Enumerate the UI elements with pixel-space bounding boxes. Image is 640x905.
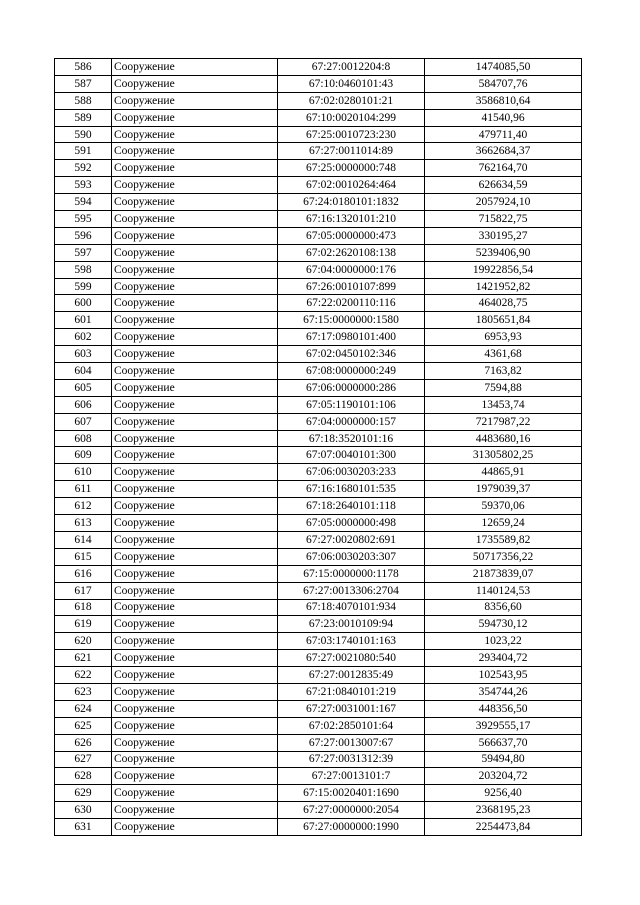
cadastral-number-cell: 67:21:0840101:219	[278, 683, 425, 700]
object-type-cell: Сооружение	[112, 143, 278, 160]
value-cell: 203204,72	[425, 768, 582, 785]
object-type-cell: Сооружение	[112, 819, 278, 836]
table-row	[55, 565, 582, 582]
row-number-cell: 596	[55, 227, 112, 244]
table-row	[55, 683, 582, 700]
row-number-cell: 624	[55, 700, 112, 717]
object-type-cell: Сооружение	[112, 700, 278, 717]
value-cell: 7217987,22	[425, 413, 582, 430]
table-row	[55, 447, 582, 464]
row-number-cell: 589	[55, 109, 112, 126]
object-type-cell: Сооружение	[112, 295, 278, 312]
object-type-cell: Сооружение	[112, 346, 278, 363]
table-row	[55, 295, 582, 312]
object-type-cell: Сооружение	[112, 633, 278, 650]
table-row	[55, 667, 582, 684]
row-number-cell: 597	[55, 244, 112, 261]
table-row	[55, 464, 582, 481]
row-number-cell: 629	[55, 785, 112, 802]
row-number-cell: 611	[55, 481, 112, 498]
table-row	[55, 59, 582, 76]
value-cell: 1023,22	[425, 633, 582, 650]
table-row	[55, 481, 582, 498]
value-cell: 479711,40	[425, 126, 582, 143]
value-cell: 2368195,23	[425, 802, 582, 819]
cadastral-number-cell: 67:18:3520101:16	[278, 430, 425, 447]
row-number-cell: 631	[55, 819, 112, 836]
table-row	[55, 599, 582, 616]
property-table	[54, 58, 582, 836]
row-number-cell: 623	[55, 683, 112, 700]
cadastral-number-cell: 67:27:0011014:89	[278, 143, 425, 160]
value-cell: 44865,91	[425, 464, 582, 481]
value-cell: 1735589,82	[425, 531, 582, 548]
cadastral-number-cell: 67:18:4070101:934	[278, 599, 425, 616]
value-cell: 8356,60	[425, 599, 582, 616]
table-row	[55, 802, 582, 819]
cadastral-number-cell: 67:02:0450102:346	[278, 346, 425, 363]
row-number-cell: 602	[55, 329, 112, 346]
row-number-cell: 595	[55, 211, 112, 228]
cadastral-number-cell: 67:07:0040101:300	[278, 447, 425, 464]
table-row	[55, 261, 582, 278]
table-row	[55, 244, 582, 261]
table-row	[55, 768, 582, 785]
table-row	[55, 143, 582, 160]
value-cell: 448356,50	[425, 700, 582, 717]
object-type-cell: Сооружение	[112, 751, 278, 768]
cadastral-number-cell: 67:27:0013306:2704	[278, 582, 425, 599]
object-type-cell: Сооружение	[112, 785, 278, 802]
table-row	[55, 363, 582, 380]
row-number-cell: 630	[55, 802, 112, 819]
table-row	[55, 582, 582, 599]
table-row	[55, 650, 582, 667]
value-cell: 354744,26	[425, 683, 582, 700]
object-type-cell: Сооружение	[112, 599, 278, 616]
object-type-cell: Сооружение	[112, 312, 278, 329]
table-row	[55, 194, 582, 211]
cadastral-number-cell: 67:02:0280101:21	[278, 92, 425, 109]
cadastral-number-cell: 67:05:0000000:473	[278, 227, 425, 244]
row-number-cell: 609	[55, 447, 112, 464]
table-row	[55, 734, 582, 751]
value-cell: 21873839,07	[425, 565, 582, 582]
value-cell: 3662684,37	[425, 143, 582, 160]
value-cell: 293404,72	[425, 650, 582, 667]
row-number-cell: 594	[55, 194, 112, 211]
row-number-cell: 599	[55, 278, 112, 295]
object-type-cell: Сооружение	[112, 126, 278, 143]
row-number-cell: 606	[55, 396, 112, 413]
row-number-cell: 612	[55, 498, 112, 515]
cadastral-number-cell: 67:27:0031001:167	[278, 700, 425, 717]
object-type-cell: Сооружение	[112, 616, 278, 633]
row-number-cell: 628	[55, 768, 112, 785]
cadastral-number-cell: 67:18:2640101:118	[278, 498, 425, 515]
row-number-cell: 600	[55, 295, 112, 312]
cadastral-number-cell: 67:04:0000000:157	[278, 413, 425, 430]
value-cell: 715822,75	[425, 211, 582, 228]
row-number-cell: 592	[55, 160, 112, 177]
value-cell: 1140124,53	[425, 582, 582, 599]
value-cell: 6953,93	[425, 329, 582, 346]
table-row	[55, 92, 582, 109]
cadastral-number-cell: 67:27:0000000:1990	[278, 819, 425, 836]
row-number-cell: 593	[55, 177, 112, 194]
table-row	[55, 177, 582, 194]
cadastral-number-cell: 67:27:0013101:7	[278, 768, 425, 785]
row-number-cell: 588	[55, 92, 112, 109]
table-row	[55, 109, 582, 126]
table-row	[55, 329, 582, 346]
cadastral-number-cell: 67:27:0012204:8	[278, 59, 425, 76]
cadastral-number-cell: 67:27:0031312:39	[278, 751, 425, 768]
table-row	[55, 312, 582, 329]
object-type-cell: Сооружение	[112, 379, 278, 396]
value-cell: 594730,12	[425, 616, 582, 633]
table-row	[55, 717, 582, 734]
object-type-cell: Сооружение	[112, 59, 278, 76]
cadastral-number-cell: 67:17:0980101:400	[278, 329, 425, 346]
cadastral-number-cell: 67:15:0000000:1580	[278, 312, 425, 329]
table-row	[55, 515, 582, 532]
value-cell: 50717356,22	[425, 548, 582, 565]
table-row	[55, 346, 582, 363]
table-row	[55, 227, 582, 244]
table-row	[55, 160, 582, 177]
cadastral-number-cell: 67:22:0200110:116	[278, 295, 425, 312]
row-number-cell: 601	[55, 312, 112, 329]
cadastral-number-cell: 67:06:0030203:233	[278, 464, 425, 481]
value-cell: 330195,27	[425, 227, 582, 244]
value-cell: 762164,70	[425, 160, 582, 177]
cadastral-number-cell: 67:02:2850101:64	[278, 717, 425, 734]
cadastral-number-cell: 67:10:0020104:299	[278, 109, 425, 126]
cadastral-number-cell: 67:23:0010109:94	[278, 616, 425, 633]
table-body	[55, 59, 582, 836]
cadastral-number-cell: 67:25:0010723:230	[278, 126, 425, 143]
row-number-cell: 591	[55, 143, 112, 160]
object-type-cell: Сооружение	[112, 447, 278, 464]
value-cell: 102543,95	[425, 667, 582, 684]
cadastral-number-cell: 67:05:0000000:498	[278, 515, 425, 532]
cadastral-number-cell: 67:27:0013007:67	[278, 734, 425, 751]
row-number-cell: 605	[55, 379, 112, 396]
row-number-cell: 620	[55, 633, 112, 650]
cadastral-number-cell: 67:27:0021080:540	[278, 650, 425, 667]
row-number-cell: 622	[55, 667, 112, 684]
cadastral-number-cell: 67:08:0000000:249	[278, 363, 425, 380]
cadastral-number-cell: 67:24:0180101:1832	[278, 194, 425, 211]
table-row	[55, 396, 582, 413]
value-cell: 7594,88	[425, 379, 582, 396]
row-number-cell: 616	[55, 565, 112, 582]
row-number-cell: 614	[55, 531, 112, 548]
table-row	[55, 126, 582, 143]
value-cell: 19922856,54	[425, 261, 582, 278]
object-type-cell: Сооружение	[112, 194, 278, 211]
object-type-cell: Сооружение	[112, 582, 278, 599]
object-type-cell: Сооружение	[112, 160, 278, 177]
object-type-cell: Сооружение	[112, 650, 278, 667]
value-cell: 626634,59	[425, 177, 582, 194]
row-number-cell: 617	[55, 582, 112, 599]
table-row	[55, 211, 582, 228]
row-number-cell: 610	[55, 464, 112, 481]
object-type-cell: Сооружение	[112, 498, 278, 515]
table-row	[55, 430, 582, 447]
value-cell: 7163,82	[425, 363, 582, 380]
cadastral-number-cell: 67:26:0010107:899	[278, 278, 425, 295]
cadastral-number-cell: 67:16:1680101:535	[278, 481, 425, 498]
row-number-cell: 598	[55, 261, 112, 278]
value-cell: 4483680,16	[425, 430, 582, 447]
row-number-cell: 621	[55, 650, 112, 667]
cadastral-number-cell: 67:05:1190101:106	[278, 396, 425, 413]
object-type-cell: Сооружение	[112, 177, 278, 194]
row-number-cell: 613	[55, 515, 112, 532]
cadastral-number-cell: 67:10:0460101:43	[278, 75, 425, 92]
object-type-cell: Сооружение	[112, 768, 278, 785]
table-row	[55, 700, 582, 717]
row-number-cell: 625	[55, 717, 112, 734]
object-type-cell: Сооружение	[112, 363, 278, 380]
object-type-cell: Сооружение	[112, 227, 278, 244]
cadastral-number-cell: 67:02:2620108:138	[278, 244, 425, 261]
row-number-cell: 627	[55, 751, 112, 768]
object-type-cell: Сооружение	[112, 464, 278, 481]
row-number-cell: 604	[55, 363, 112, 380]
object-type-cell: Сооружение	[112, 531, 278, 548]
table-row	[55, 498, 582, 515]
cadastral-number-cell: 67:27:0020802:691	[278, 531, 425, 548]
object-type-cell: Сооружение	[112, 396, 278, 413]
value-cell: 59494,80	[425, 751, 582, 768]
table-row	[55, 819, 582, 836]
object-type-cell: Сооружение	[112, 515, 278, 532]
cadastral-number-cell: 67:06:0030203:307	[278, 548, 425, 565]
value-cell: 1979039,37	[425, 481, 582, 498]
object-type-cell: Сооружение	[112, 92, 278, 109]
value-cell: 5239406,90	[425, 244, 582, 261]
row-number-cell: 619	[55, 616, 112, 633]
table-row	[55, 751, 582, 768]
object-type-cell: Сооружение	[112, 413, 278, 430]
value-cell: 9256,40	[425, 785, 582, 802]
value-cell: 13453,74	[425, 396, 582, 413]
cadastral-number-cell: 67:06:0000000:286	[278, 379, 425, 396]
cadastral-number-cell: 67:02:0010264:464	[278, 177, 425, 194]
table-row	[55, 413, 582, 430]
value-cell: 1805651,84	[425, 312, 582, 329]
cadastral-number-cell: 67:27:0012835:49	[278, 667, 425, 684]
table-row	[55, 616, 582, 633]
value-cell: 1474085,50	[425, 59, 582, 76]
value-cell: 12659,24	[425, 515, 582, 532]
value-cell: 2057924,10	[425, 194, 582, 211]
table-row	[55, 785, 582, 802]
table-row	[55, 548, 582, 565]
row-number-cell: 615	[55, 548, 112, 565]
cadastral-number-cell: 67:04:0000000:176	[278, 261, 425, 278]
object-type-cell: Сооружение	[112, 667, 278, 684]
row-number-cell: 608	[55, 430, 112, 447]
table-row	[55, 379, 582, 396]
row-number-cell: 607	[55, 413, 112, 430]
object-type-cell: Сооружение	[112, 430, 278, 447]
object-type-cell: Сооружение	[112, 109, 278, 126]
object-type-cell: Сооружение	[112, 211, 278, 228]
cadastral-number-cell: 67:03:1740101:163	[278, 633, 425, 650]
row-number-cell: 626	[55, 734, 112, 751]
row-number-cell: 586	[55, 59, 112, 76]
table-row	[55, 75, 582, 92]
value-cell: 584707,76	[425, 75, 582, 92]
cadastral-number-cell: 67:15:0020401:1690	[278, 785, 425, 802]
object-type-cell: Сооружение	[112, 278, 278, 295]
value-cell: 59370,06	[425, 498, 582, 515]
value-cell: 464028,75	[425, 295, 582, 312]
object-type-cell: Сооружение	[112, 734, 278, 751]
object-type-cell: Сооружение	[112, 75, 278, 92]
row-number-cell: 587	[55, 75, 112, 92]
object-type-cell: Сооружение	[112, 548, 278, 565]
value-cell: 41540,96	[425, 109, 582, 126]
cadastral-number-cell: 67:15:0000000:1178	[278, 565, 425, 582]
row-number-cell: 618	[55, 599, 112, 616]
object-type-cell: Сооружение	[112, 802, 278, 819]
value-cell: 2254473,84	[425, 819, 582, 836]
table-row	[55, 278, 582, 295]
object-type-cell: Сооружение	[112, 565, 278, 582]
value-cell: 4361,68	[425, 346, 582, 363]
table-row	[55, 633, 582, 650]
object-type-cell: Сооружение	[112, 683, 278, 700]
value-cell: 31305802,25	[425, 447, 582, 464]
value-cell: 3929555,17	[425, 717, 582, 734]
object-type-cell: Сооружение	[112, 244, 278, 261]
table-row	[55, 531, 582, 548]
value-cell: 3586810,64	[425, 92, 582, 109]
cadastral-number-cell: 67:27:0000000:2054	[278, 802, 425, 819]
value-cell: 566637,70	[425, 734, 582, 751]
object-type-cell: Сооружение	[112, 717, 278, 734]
row-number-cell: 603	[55, 346, 112, 363]
value-cell: 1421952,82	[425, 278, 582, 295]
object-type-cell: Сооружение	[112, 481, 278, 498]
cadastral-number-cell: 67:16:1320101:210	[278, 211, 425, 228]
row-number-cell: 590	[55, 126, 112, 143]
cadastral-number-cell: 67:25:0000000:748	[278, 160, 425, 177]
object-type-cell: Сооружение	[112, 261, 278, 278]
object-type-cell: Сооружение	[112, 329, 278, 346]
